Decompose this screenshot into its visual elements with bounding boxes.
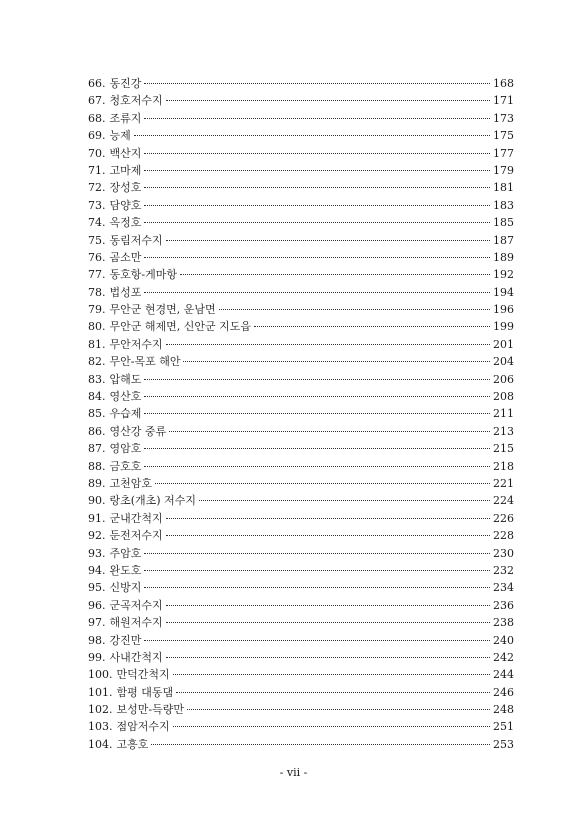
entry-number: 103. [88,720,113,734]
dot-leader [144,570,490,571]
entry-page-number: 183 [493,198,514,212]
toc-entry [88,649,514,666]
entry-title: 강진만 [109,633,142,647]
toc-entry [88,127,514,144]
dot-leader [134,135,490,136]
entry-number: 70. [88,146,106,160]
entry-title: 옥정호 [109,216,142,230]
dot-leader [144,205,490,206]
dot-leader [144,83,490,84]
entry-number: 86. [88,424,106,438]
entry-title: 랑초(개초) 저수지 [109,494,196,508]
entry-number: 76. [88,250,106,264]
toc-entry [88,458,514,475]
entry-title: 무안-목포 해안 [109,355,181,369]
toc-entry [88,249,514,266]
toc-entry [88,527,514,544]
toc-entry [88,75,514,92]
entry-page-number: 171 [493,94,514,108]
entry-number: 96. [88,598,106,612]
entry-number: 92. [88,529,106,543]
dot-leader [144,553,490,554]
toc-entry [88,371,514,388]
entry-number: 71. [88,163,106,177]
dot-leader [166,622,490,623]
dot-leader [151,744,490,745]
dot-leader [144,222,490,223]
toc-entry [88,440,514,457]
entry-title: 점암저수지 [116,720,170,734]
toc-entry [88,179,514,196]
entry-page-number: 206 [493,372,514,386]
entry-number: 85. [88,407,106,421]
entry-title: 동진강 [109,77,142,90]
entry-title: 능제 [109,129,131,143]
toc-entry [88,492,514,509]
entry-page-number: 201 [493,337,514,351]
dot-leader [173,726,490,727]
entry-page-number: 240 [493,633,514,647]
dot-leader [166,657,490,658]
entry-page-number: 248 [493,703,514,717]
entry-page-number: 204 [493,355,514,369]
entry-title: 담양호 [109,198,142,212]
entry-title: 고천암호 [109,476,153,490]
entry-title: 백산지 [109,146,142,160]
toc-entry [88,232,514,249]
toc-entry [88,510,514,527]
toc-entry [88,301,514,318]
entry-title: 무안군 해제면, 신안군 지도읍 [109,320,251,334]
entry-page-number: 173 [493,111,514,125]
entry-number: 78. [88,285,106,299]
toc-entry [88,145,514,162]
toc-entry [88,684,514,701]
entry-title: 사내간척지 [109,650,163,664]
toc-entry [88,545,514,562]
entry-title: 완도호 [109,563,142,577]
entry-number: 93. [88,546,106,560]
entry-number: 79. [88,303,106,317]
entry-title: 영암호 [109,442,142,456]
entry-page-number: 215 [493,442,514,456]
entry-page-number: 211 [493,407,514,421]
entry-page-number: 244 [493,668,514,682]
entry-title: 신방지 [109,581,142,595]
page-number: - vii - [279,766,308,779]
entry-number: 81. [88,337,106,351]
dot-leader [176,692,490,693]
entry-title: 장성호 [109,181,142,195]
toc-entry [88,388,514,405]
entry-page-number: 208 [493,390,514,404]
entry-page-number: 213 [493,424,514,438]
entry-title: 청호저수지 [109,94,163,108]
entry-title: 조류지 [109,111,142,125]
entry-page-number: 253 [493,737,514,751]
entry-page-number: 179 [493,163,514,177]
entry-title: 군곡저수지 [109,598,163,612]
dot-leader [144,448,490,449]
dot-leader [254,326,490,327]
toc-entry [88,562,514,579]
entry-title: 동호항-게마항 [109,268,177,282]
entry-number: 75. [88,233,106,247]
dot-leader [180,274,490,275]
dot-leader [144,153,490,154]
entry-number: 95. [88,581,106,595]
entry-number: 104. [88,737,113,751]
entry-number: 90. [88,494,106,508]
entry-page-number: 224 [493,494,514,508]
entry-page-number: 251 [493,720,514,734]
entry-number: 68. [88,111,106,125]
entry-number: 84. [88,390,106,404]
entry-number: 87. [88,442,106,456]
entry-number: 97. [88,616,106,630]
dot-leader [144,292,490,293]
dot-leader [144,640,490,641]
entry-number: 99. [88,650,106,664]
toc-entry [88,336,514,353]
entry-page-number: 177 [493,146,514,160]
toc-entry [88,162,514,179]
toc-entry [88,284,514,301]
toc-entry [88,405,514,422]
entry-page-number: 221 [493,476,514,490]
entry-title: 영산호 [109,390,142,404]
entry-page-number: 230 [493,546,514,560]
entry-number: 94. [88,563,106,577]
toc-entry [88,579,514,596]
dot-leader [219,309,490,310]
entry-number: 80. [88,320,106,334]
entry-number: 101. [88,685,113,699]
dot-leader [173,674,490,675]
dot-leader [144,170,490,171]
toc-entry [88,597,514,614]
entry-title: 함평 대동댐 [116,685,174,699]
toc-entry [88,632,514,649]
entry-title: 금호호 [109,459,142,473]
entry-page-number: 168 [493,77,514,90]
entry-number: 100. [88,668,113,682]
entry-number: 91. [88,511,106,525]
toc-entry [88,318,514,335]
dot-leader [144,379,490,380]
entry-title: 압해도 [109,372,142,386]
entry-page-number: 187 [493,233,514,247]
entry-page-number: 199 [493,320,514,334]
dot-leader [169,431,490,432]
table-of-contents [88,75,514,753]
dot-leader [144,118,490,119]
entry-number: 98. [88,633,106,647]
toc-entry [88,92,514,109]
dot-leader [166,344,490,345]
entry-title: 법성포 [109,285,142,299]
dot-leader [166,100,490,101]
entry-title: 보성만-득량만 [116,703,184,717]
entry-page-number: 226 [493,511,514,525]
entry-page-number: 189 [493,250,514,264]
toc-entry [88,214,514,231]
toc-entry [88,423,514,440]
dot-leader [166,605,490,606]
entry-title: 무안저수지 [109,337,163,351]
entry-number: 66. [88,77,106,90]
toc-entry [88,110,514,127]
dot-leader [166,240,490,241]
entry-number: 72. [88,181,106,195]
entry-title: 영산강 중류 [109,424,167,438]
entry-title: 둔전저수지 [109,529,163,543]
entry-title: 해원저수지 [109,616,163,630]
entry-number: 67. [88,94,106,108]
entry-page-number: 196 [493,303,514,317]
toc-entry [88,197,514,214]
toc-entry [88,736,514,753]
entry-title: 군내간척지 [109,511,163,525]
entry-page-number: 181 [493,181,514,195]
entry-title: 주암호 [109,546,142,560]
entry-title: 고마제 [109,163,142,177]
entry-page-number: 242 [493,650,514,664]
entry-page-number: 185 [493,216,514,230]
toc-entry [88,666,514,683]
entry-page-number: 236 [493,598,514,612]
entry-page-number: 246 [493,685,514,699]
dot-leader [183,361,490,362]
dot-leader [144,257,490,258]
entry-page-number: 228 [493,529,514,543]
entry-number: 83. [88,372,106,386]
toc-entry [88,718,514,735]
dot-leader [155,483,490,484]
entry-number: 88. [88,459,106,473]
entry-title: 우습제 [109,407,142,421]
entry-title: 무안군 현경면, 운남면 [109,303,216,317]
entry-page-number: 218 [493,459,514,473]
dot-leader [144,187,490,188]
entry-number: 89. [88,476,106,490]
dot-leader [199,500,490,501]
entry-number: 74. [88,216,106,230]
entry-page-number: 175 [493,129,514,143]
entry-number: 69. [88,129,106,143]
dot-leader [144,413,490,414]
toc-entry [88,701,514,718]
toc-entry [88,266,514,283]
dot-leader [144,587,490,588]
entry-title: 동림저수지 [109,233,163,247]
toc-entry [88,614,514,631]
entry-page-number: 192 [493,268,514,282]
entry-page-number: 234 [493,581,514,595]
toc-entry [88,475,514,492]
entry-page-number: 238 [493,616,514,630]
entry-title: 고흥호 [116,737,149,751]
dot-leader [144,396,490,397]
entry-number: 82. [88,355,106,369]
dot-leader [166,518,490,519]
entry-page-number: 194 [493,285,514,299]
dot-leader [144,466,490,467]
entry-page-number: 232 [493,563,514,577]
dot-leader [187,709,490,710]
entry-title: 곰소만 [109,250,142,264]
entry-title: 만덕간척지 [116,668,170,682]
dot-leader [166,535,490,536]
entry-number: 73. [88,198,106,212]
entry-number: 77. [88,268,106,282]
entry-number: 102. [88,703,113,717]
toc-entry [88,353,514,370]
